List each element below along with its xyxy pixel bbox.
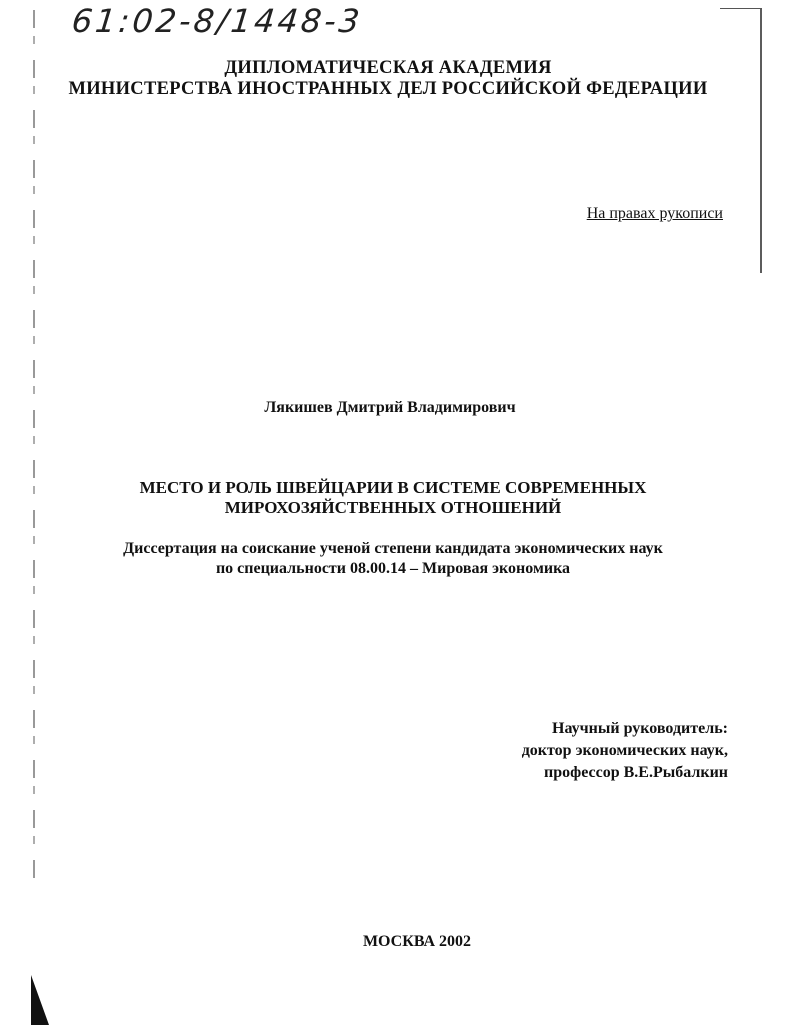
supervisor-degree: доктор экономических наук,: [521, 742, 728, 759]
scan-edge-top-artifact: [720, 8, 762, 9]
title-line-2: МИРОХОЗЯЙСТВЕННЫХ ОТНОШЕНИЙ: [224, 498, 562, 517]
author-name: Лякишев Дмитрий Владимирович: [264, 399, 516, 416]
title-line-1: МЕСТО И РОЛЬ ШВЕЙЦАРИИ В СИСТЕМЕ СОВРЕМЕННЫХ: [139, 478, 647, 497]
manuscript-note: На правах рукописи: [586, 205, 723, 222]
scan-edge-right-artifact: [760, 8, 762, 273]
city-year: МОСКВА 2002: [362, 933, 472, 950]
dissertation-description: [0, 539, 786, 579]
supervisor-block: [522, 718, 728, 784]
supervisor-name: профессор В.Е.Рыбалкин: [544, 764, 728, 781]
description-line-2: по специальности 08.00.14 – Мировая экономика: [215, 560, 571, 577]
description-line-1: Диссертация на соискание ученой степени кандидата экономических наук: [123, 540, 663, 557]
scan-edge-left-artifact: [33, 10, 35, 880]
supervisor-label: Научный руководитель:: [552, 720, 728, 737]
institution-line-2: МИНИСТЕРСТВА ИНОСТРАННЫХ ДЕЛ РОССИЙСКОЙ ФЕДЕРАЦИИ: [68, 79, 708, 99]
handwritten-catalog-code: 61:02-8/1448-3: [70, 2, 365, 40]
dissertation-title: [0, 478, 786, 518]
institution-line-1: ДИПЛОМАТИЧЕСКАЯ АКАДЕМИЯ: [224, 58, 552, 78]
institution-heading: [0, 58, 776, 100]
scan-corner-artifact: [31, 975, 49, 1025]
